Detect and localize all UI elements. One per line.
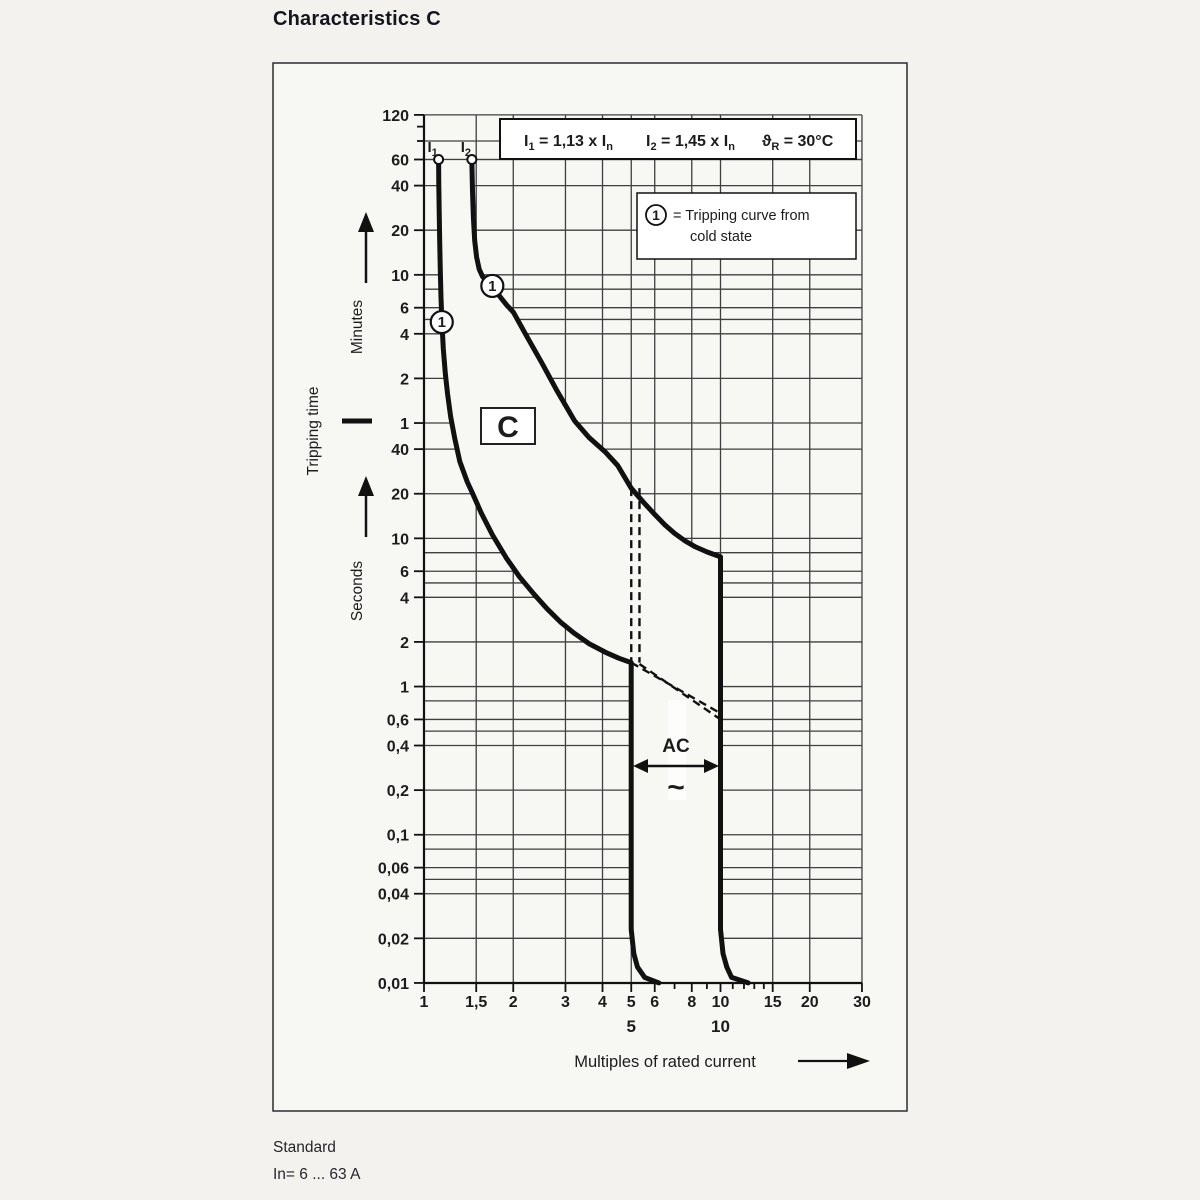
footer-rated-current: In= 6 ... 63 A — [273, 1166, 361, 1184]
y-tick-label-seconds: 0,04 — [377, 886, 409, 904]
x-tick-label: 4 — [598, 994, 607, 1011]
formula-temperature: $ϑ_R = 30^\circ C$ — [762, 133, 834, 153]
page-title: Characteristics C — [273, 8, 441, 30]
y-tick-label-seconds: 0,6 — [386, 712, 409, 730]
y-axis-title: Tripping time — [305, 386, 322, 476]
y-tick-label-minutes: 60 — [391, 152, 409, 170]
minutes-seconds-divider — [342, 419, 372, 424]
formula-i2: $I_2 = 1,45$ x $I_n$ — [646, 133, 735, 153]
x-tick-label: 8 — [687, 994, 697, 1011]
y-tick-label-minutes: 2 — [400, 371, 409, 389]
band-label-text: C — [497, 411, 519, 444]
curve-label-i1: $I_1$ — [427, 139, 438, 159]
y-tick-label-seconds: 0,2 — [386, 783, 409, 801]
y-tick-label-seconds: 2 — [400, 634, 409, 652]
legend-line1: = Tripping curve from — [673, 208, 810, 224]
y-tick-label-seconds: 20 — [391, 486, 409, 504]
x-tick-label: 1 — [419, 994, 429, 1011]
y-tick-label-seconds: 0,01 — [377, 975, 409, 993]
curve-label-i2: $I_2$ — [460, 139, 471, 159]
x-tick-label: 10 — [711, 994, 730, 1011]
y-tick-label-seconds: 0,06 — [377, 860, 409, 878]
y-tick-label-minutes: 40 — [391, 178, 409, 196]
x-axis-title: Multiples of rated current — [574, 1053, 756, 1071]
y-tick-label-minutes: 1 — [400, 416, 409, 434]
x-tick-label: 3 — [561, 994, 570, 1011]
cold-state-marker-text: 1 — [488, 277, 497, 295]
y-tick-label-seconds: 4 — [400, 590, 409, 608]
footer — [273, 1134, 360, 1188]
formula-i1: $I_1 = 1,13$ x $I_n$ — [524, 133, 613, 153]
y-tick-label-minutes: 120 — [382, 107, 409, 125]
band-label — [481, 408, 535, 444]
footer-standard: Standard — [273, 1139, 336, 1156]
y-unit-minutes: Minutes — [349, 299, 366, 355]
x-secondary-tick-label: 5 — [626, 1017, 636, 1036]
x-tick-label: 2 — [508, 994, 518, 1011]
legend-frame — [637, 193, 856, 259]
x-tick-label: 30 — [853, 994, 871, 1011]
y-tick-label-seconds: 0,1 — [386, 827, 409, 845]
x-secondary-tick-label: 10 — [711, 1017, 730, 1036]
x-tick-label: 6 — [650, 994, 660, 1011]
x-tick-label: 5 — [626, 994, 636, 1011]
legend — [637, 193, 856, 259]
cold-state-marker-text: 1 — [437, 314, 446, 332]
formula-box — [500, 119, 856, 159]
ac-label: AC — [662, 736, 690, 757]
y-tick-label-minutes: 20 — [391, 223, 409, 241]
y-tick-label-seconds: 40 — [391, 442, 409, 460]
y-tick-label-minutes: 4 — [400, 326, 409, 344]
y-tick-label-seconds: 6 — [400, 564, 409, 582]
y-tick-label-seconds: 10 — [391, 531, 409, 549]
y-tick-label-minutes: 6 — [400, 300, 409, 318]
ac-tilde-symbol: ~ — [667, 771, 685, 804]
x-tick-label: 20 — [800, 994, 819, 1011]
y-tick-label-seconds: 0,4 — [386, 738, 409, 756]
y-tick-label-seconds: 0,02 — [377, 931, 409, 949]
legend-line2: cold state — [690, 229, 753, 245]
y-tick-label-minutes: 10 — [391, 267, 409, 285]
y-tick-label-seconds: 1 — [400, 679, 409, 697]
x-tick-label: 15 — [763, 994, 782, 1011]
y-unit-seconds: Seconds — [349, 560, 366, 622]
x-tick-label: 1,5 — [465, 994, 488, 1011]
legend-symbol-text: 1 — [652, 207, 660, 223]
